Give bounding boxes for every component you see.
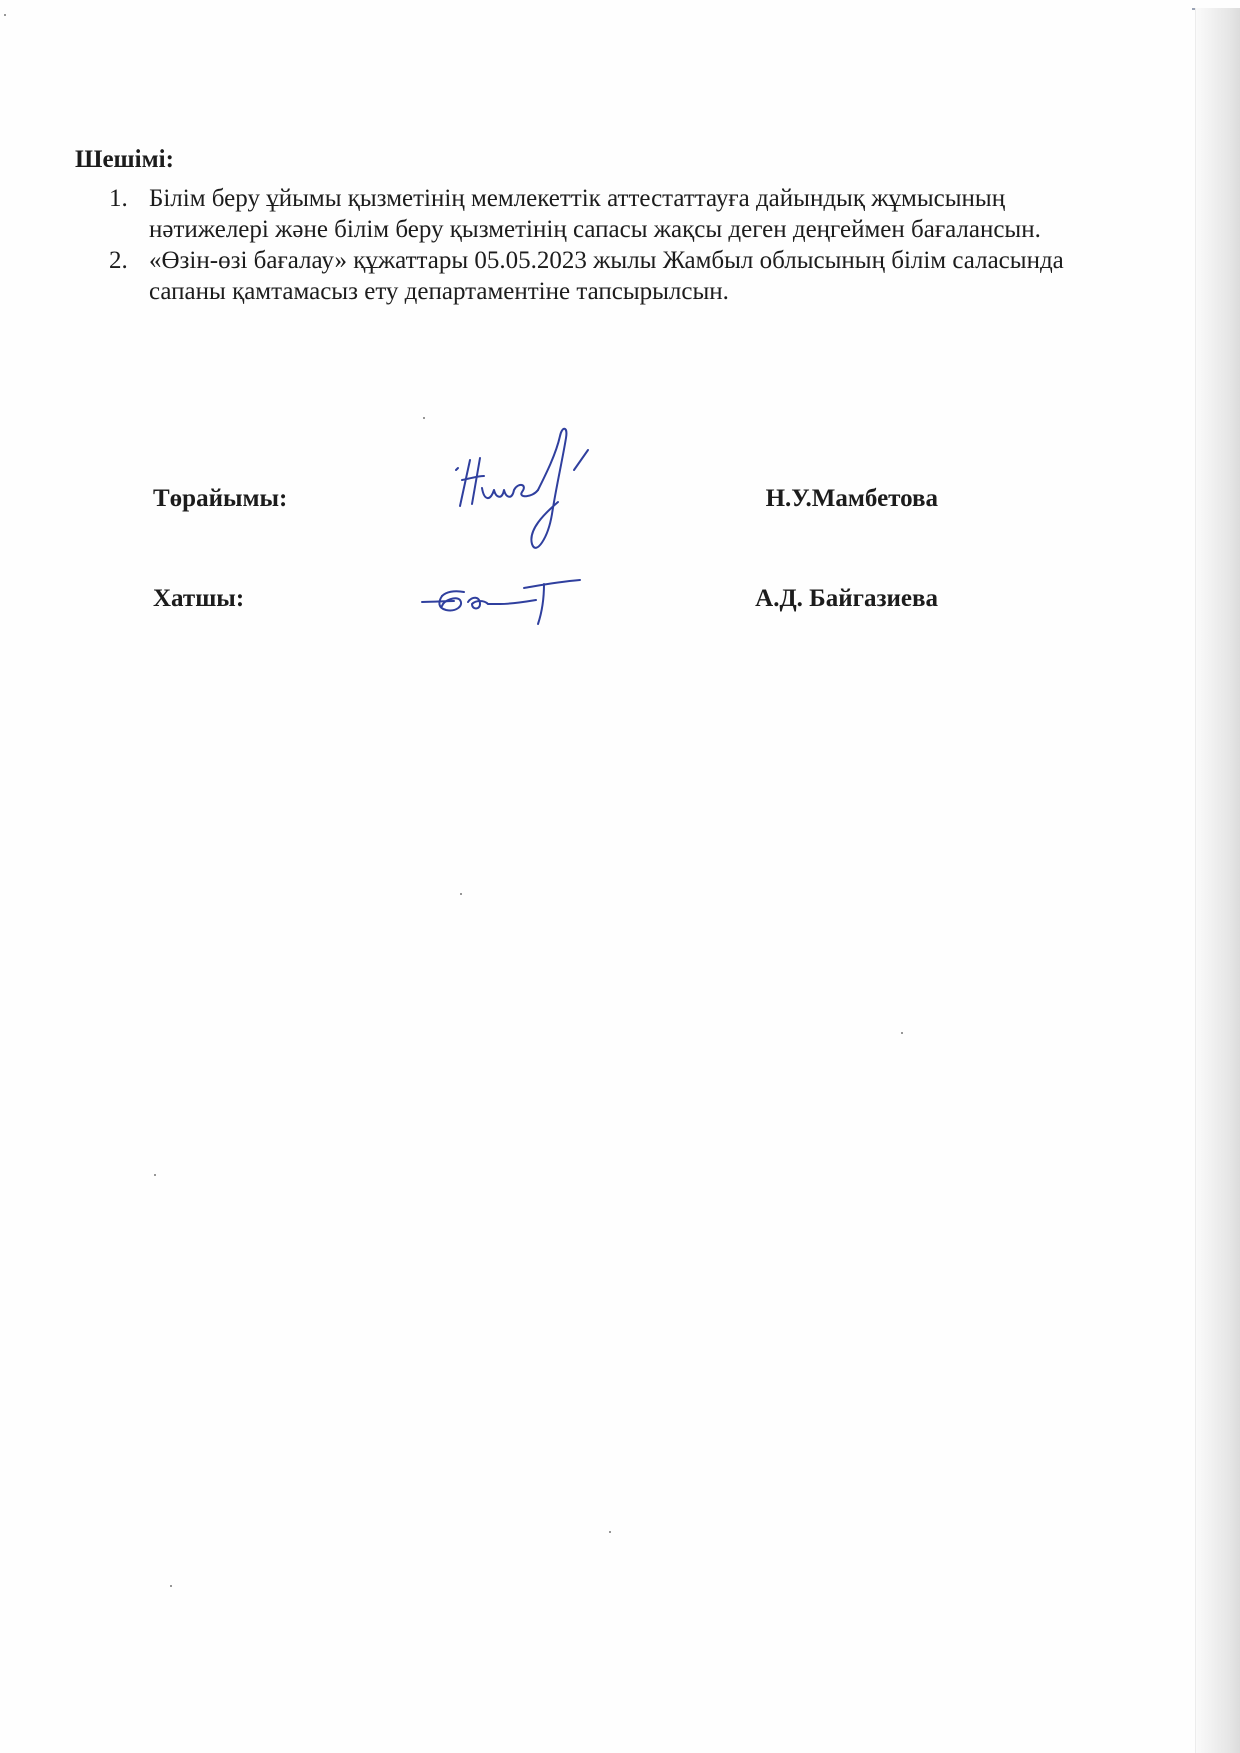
secretary-name: А.Д. Байгазиева	[755, 585, 938, 612]
chair-name: Н.У.Мамбетова	[765, 485, 938, 512]
chair-handwritten-signature	[448, 418, 608, 568]
scan-speck	[423, 417, 425, 419]
decision-text: «Өзін-өзі бағалау» құжаттары 05.05.2023 жылы Жамбыл облысының білім саласында сапаны қамтамасыз ету департаментіне тапсырылсын.	[149, 247, 1064, 305]
chair-signature-row	[0, 485, 1240, 525]
scan-speck	[460, 893, 462, 895]
scan-speck	[170, 1585, 172, 1587]
decision-title: Шешімі:	[75, 146, 174, 173]
secretary-handwritten-signature	[420, 572, 600, 632]
secretary-signature-row	[0, 585, 1240, 625]
decision-number: 2.	[109, 247, 128, 274]
decision-text: Білім беру ұйымы қызметінің мемлекеттік аттестаттауға дайындық жұмысының нәтижелері және білім беру қызметінің сапасы жақсы деген деңгеймен бағалансын.	[149, 185, 1041, 243]
secretary-role-label: Хатшы:	[153, 585, 245, 612]
chair-role-label: Төрайымы:	[153, 485, 288, 512]
decision-number: 1.	[109, 185, 128, 212]
scan-edge-shadow	[1195, 8, 1240, 1753]
scan-speck	[609, 1531, 611, 1533]
decision-item-2	[105, 245, 1105, 307]
scan-speck	[901, 1032, 903, 1034]
scan-speck	[154, 1174, 156, 1176]
decision-list	[105, 183, 1105, 307]
decision-item-1	[105, 183, 1105, 245]
scan-speck	[4, 14, 6, 16]
